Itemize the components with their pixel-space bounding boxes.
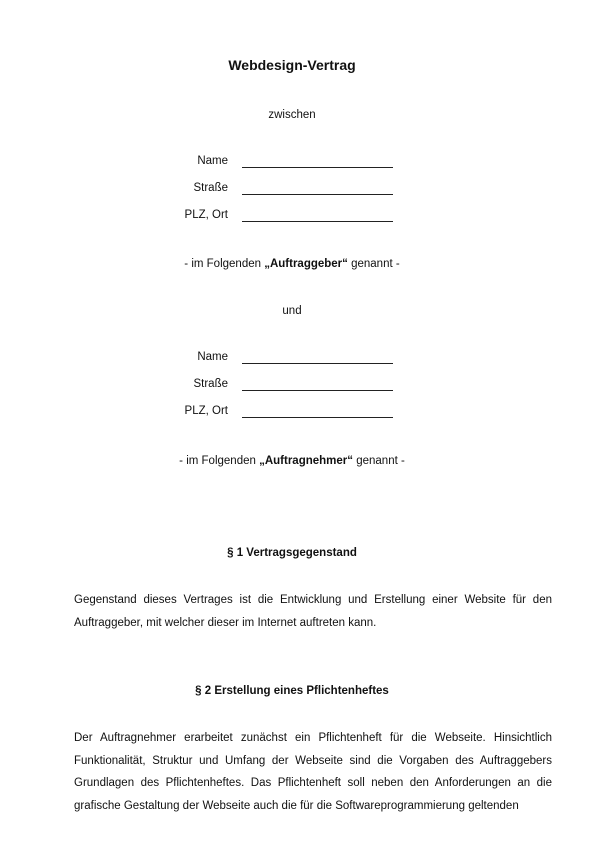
field-label: Name	[197, 155, 228, 167]
role-suffix: genannt -	[353, 455, 405, 467]
blank-line[interactable]	[242, 194, 393, 195]
party2-street-field[interactable]	[150, 378, 410, 394]
party2-role	[0, 455, 584, 467]
party1-name-field[interactable]	[150, 155, 410, 171]
blank-line[interactable]	[242, 221, 393, 222]
role-suffix: genannt -	[347, 258, 400, 270]
document-title: Webdesign-Vertrag	[228, 57, 356, 73]
section-1-text: Gegenstand dieses Vertrages ist die Entwicklung und Erstellung einer Website für den Auftraggeber, mit welcher dieser im Internet auftreten kann.	[74, 594, 552, 629]
section-1-heading: § 1 Vertragsgegenstand	[227, 547, 357, 559]
field-label: Straße	[193, 182, 228, 194]
role-name: „Auftraggeber“	[264, 258, 348, 270]
role-prefix: - im Folgenden	[184, 258, 265, 270]
blank-line[interactable]	[242, 417, 393, 418]
party1-city-field[interactable]	[150, 209, 410, 225]
blank-line[interactable]	[242, 167, 393, 168]
party1-role	[0, 258, 584, 270]
blank-line[interactable]	[242, 363, 393, 364]
field-label: PLZ, Ort	[184, 209, 228, 221]
role-prefix: - im Folgenden	[179, 455, 260, 467]
field-label: Name	[197, 351, 228, 363]
section-2-text: Der Auftragnehmer erarbeitet zunächst ein Pflichtenheft für die Webseite. Hinsichtlich Funktionalität, Struktur und Umfang der Webseite sind die Vorgaben des Auftraggebers Grundlagen des Pflichtenheftes. Das Pflichtenheft soll neben den Anforderungen an die grafische Gestaltung der Webseite auch die für die Softwareprogrammierung geltenden	[74, 732, 552, 812]
party2-name-field[interactable]	[150, 351, 410, 367]
section-2-heading: § 2 Erstellung eines Pflichtenheftes	[195, 685, 389, 697]
blank-line[interactable]	[242, 390, 393, 391]
and-text: und	[282, 305, 302, 317]
between-text: zwischen	[268, 109, 316, 121]
role-name: „Auftragnehmer“	[259, 455, 354, 467]
party1-street-field[interactable]	[150, 182, 410, 198]
party2-city-field[interactable]	[150, 405, 410, 421]
field-label: PLZ, Ort	[184, 405, 228, 417]
field-label: Straße	[193, 378, 228, 390]
